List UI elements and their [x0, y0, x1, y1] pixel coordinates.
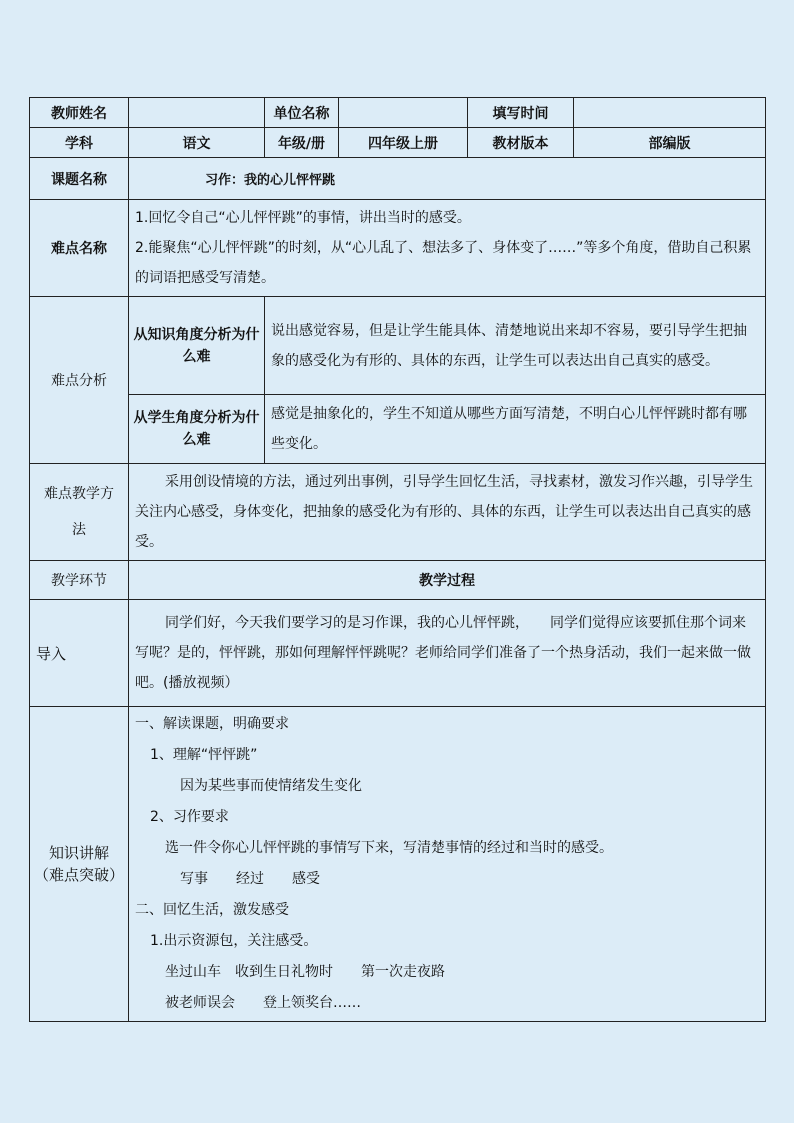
- understand-text: 因为某些事而使情绪发生变化: [180, 778, 362, 794]
- edition-label: 教材版本: [468, 128, 574, 158]
- knowledge-angle-label: 从知识角度分析为什么难: [129, 297, 265, 395]
- analysis-label: 难点分析: [30, 297, 129, 464]
- unit-name-label: 单位名称: [265, 98, 339, 128]
- knowledge-section-label: [30, 707, 129, 1022]
- stage-label: 教学环节: [30, 561, 129, 600]
- difficulty-label: 难点名称: [30, 200, 129, 297]
- knowledge-section-title: 知识讲解: [48, 844, 109, 862]
- lesson-plan-table: [29, 97, 766, 1022]
- difficulty-items: [129, 200, 766, 297]
- method-label: 难点教学方法: [30, 464, 129, 561]
- requirements-keywords: 写事 经过 感受: [180, 871, 320, 887]
- fill-date-label: 填写时间: [468, 98, 574, 128]
- subheading-resources: 1.出示资源包，关注感受。: [150, 933, 318, 949]
- student-angle-text: 感觉是抽象化的，学生不知道从哪些方面写清楚，不明白心儿怦怦跳时都有哪些变化。: [265, 395, 766, 464]
- subheading-requirements: 2、习作要求: [150, 809, 229, 825]
- teacher-name-label: 教师姓名: [30, 98, 129, 128]
- intro-text: 同学们好，今天我们要学习的是习作课，我的心儿怦怦跳， 同学们觉得应该要抓住那个词来写呢？是的，怦怦跳，那如何理解怦怦跳呢？老师给同学们准备了一个热身活动，我们一起来做一做吧。(播放视频）: [129, 600, 766, 707]
- difficulty-item-1: 1.回忆令自己“心儿怦怦跳”的事情，讲出当时的感受。: [135, 210, 471, 226]
- student-angle-label: 从学生角度分析为什么难: [129, 395, 265, 464]
- knowledge-section-content: [129, 707, 766, 1022]
- grade-label: 年级/册: [265, 128, 339, 158]
- teacher-name-value: [129, 98, 265, 128]
- examples-line-2: 被老师误会 登上领奖台……: [165, 995, 361, 1011]
- subheading-understand: 1、理解“怦怦跳”: [150, 747, 258, 763]
- difficulty-item-2: 2.能聚焦“心儿怦怦跳”的时刻，从“心儿乱了、想法多了、身体变了……”等多个角度，借助自己积累的词语把感受写清楚。: [135, 240, 752, 286]
- edition-value: 部编版: [574, 128, 766, 158]
- section-heading-1: 一、解读课题，明确要求: [135, 716, 289, 732]
- knowledge-angle-text: 说出感觉容易，但是让学生能具体、清楚地说出来却不容易，要引导学生把抽象的感受化为有形的、具体的东西，让学生可以表达出自己真实的感受。: [265, 297, 766, 395]
- topic-value: 习作：我的心儿怦怦跳: [129, 158, 766, 200]
- subject-label: 学科: [30, 128, 129, 158]
- process-label: 教学过程: [129, 561, 766, 600]
- subject-value: 语文: [129, 128, 265, 158]
- requirements-text: 选一件令你心儿怦怦跳的事情写下来，写清楚事情的经过和当时的感受。: [165, 840, 613, 856]
- unit-name-value: [339, 98, 468, 128]
- topic-label: 课题名称: [30, 158, 129, 200]
- knowledge-section-subtitle: （难点突破）: [33, 866, 124, 884]
- fill-date-value: [574, 98, 766, 128]
- section-heading-2: 二、回忆生活，激发感受: [135, 902, 289, 918]
- examples-line-1: 坐过山车 收到生日礼物时 第一次走夜路: [165, 964, 445, 980]
- intro-label: 导入: [30, 600, 129, 707]
- grade-value: 四年级上册: [339, 128, 468, 158]
- method-text: 采用创设情境的方法，通过列出事例，引导学生回忆生活，寻找素材，激发习作兴趣，引导学生关注内心感受，身体变化，把抽象的感受化为有形的、具体的东西，让学生可以表达出自己真实的感受。: [129, 464, 766, 561]
